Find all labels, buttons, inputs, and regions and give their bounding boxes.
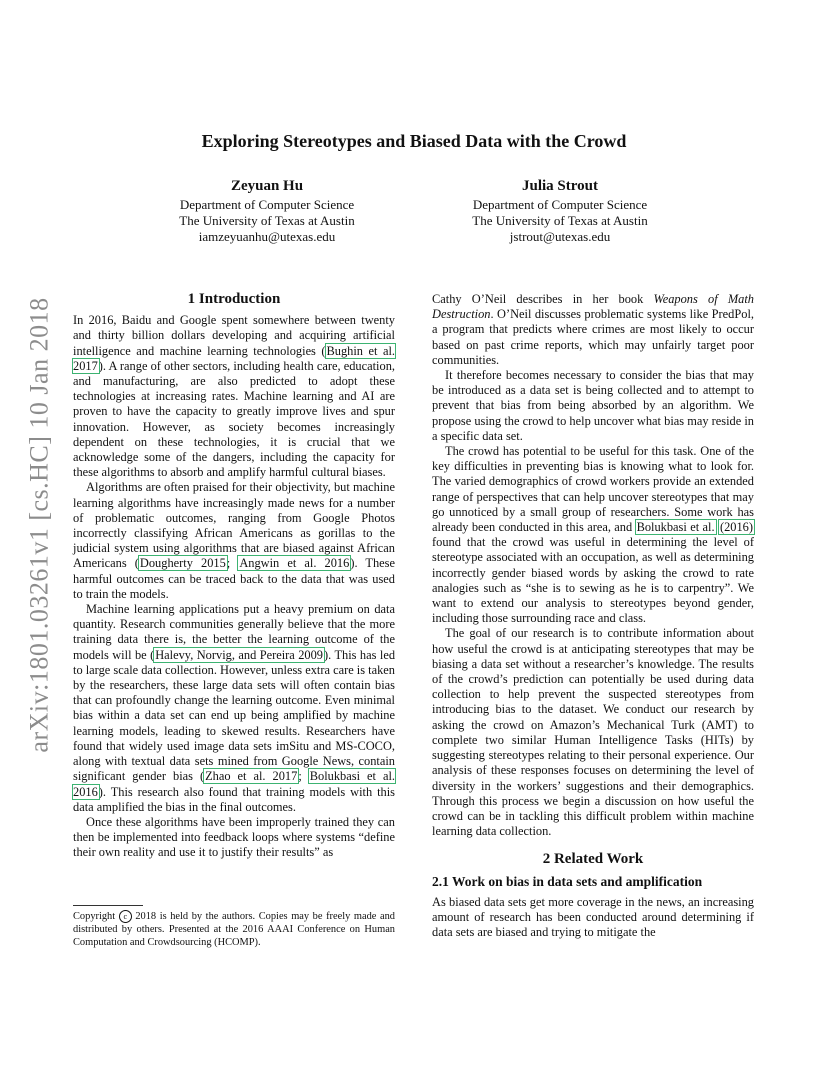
citation-link[interactable]: Halevy, Norvig, and Pereira 2009 <box>155 647 324 662</box>
paper-title: Exploring Stereotypes and Biased Data with the Crowd <box>201 131 627 151</box>
paragraph: As biased data sets get more coverage in the news, an increasing amount of research has been conducted around determining if data sets are biased and trying to mitigate the <box>432 894 754 940</box>
citation-link[interactable]: Dougherty 2015 <box>139 556 226 571</box>
author-department: Department of Computer Science <box>472 197 648 212</box>
book-title: Weapons of Math Destruction <box>432 292 755 322</box>
arxiv-identifier <box>20 290 60 760</box>
author-name: Julia Strout <box>522 178 598 194</box>
author-email: jstrout@utexas.edu <box>509 229 611 244</box>
paragraph-text: ). This research also found that training models with this data amplified the bias in the final outcomes. <box>73 784 395 814</box>
author-name: Zeyuan Hu <box>230 178 304 194</box>
arxiv-identifier-text: arXiv:1801.03261v1 [cs.HC] 10 Jan 2018 <box>25 297 54 753</box>
paragraph-text: found that the crowd was useful in determining the level of stereotype associated with an occupation, as well as determining incorrectly gender biased words by asking the crowd to rate analogies such as “she is to sewing as he is to carpentry”. We want to extend our analysis to stereotypes beyond gender, including those surrounding race and class. <box>432 535 754 626</box>
citation-separator: ; <box>226 556 239 571</box>
author-block-1 <box>117 178 417 245</box>
paragraph: The goal of our research is to contribute information about how useful the crowd is at anticipating stereotypes that may be biasing a data set without a researcher’s knowledge. The results of the crowd’s prediction can potentially be used during data collection to help prevent the suspected stereotypes from introducing bias to the dataset. We conduct our research by asking the crowd on Amazon’s Mechanical Turk (AMT) to complete two similar Human Intelligence Tasks (HITs) by suggesting stereotypes relating to their personal experience. Our analysis of these responses focuses on determining the level of diversity in the workers’ suggestions and their demographics. Through this process we begin a discussion on how useful the crowd can be in tackling this difficult problem within machine learning data collection. <box>432 626 754 839</box>
paragraph <box>432 444 754 626</box>
author-university: The University of Texas at Austin <box>472 213 648 228</box>
paragraph-text: Machine learning applications put a heavy premium on data quantity. Research communities generally believe that the more training data there is, the better the learning outcome of the models will be ( <box>73 602 395 662</box>
paragraph <box>73 602 395 815</box>
author-department: Department of Computer Science <box>179 197 355 212</box>
paragraph-text: In 2016, Baidu and Google spent somewhere between twenty and thirty billion dollars developing and acquiring artificial intelligence and machine learning technologies ( <box>73 313 395 358</box>
citation-link[interactable]: Angwin et al. 2016 <box>239 556 350 571</box>
copyright-footnote <box>73 905 395 949</box>
paragraph <box>73 313 395 480</box>
paragraph-text: ). These harmful outcomes can be traced back to the data that was used to train the models. <box>73 556 395 601</box>
left-column <box>73 292 395 861</box>
paragraph-text: ). This has led to large scale data collection. However, unless extra care is taken by the researchers, these large data sets will often contain bias that can profoundly change the learning outcome. Even minimal bias within a data set can end up being amplified by machine learning models, leading to skewed results. Researchers have found that widely used image data sets imSitu and MS-COCO, along with textual data sets mined from Google News, contain significant gender bias ( <box>73 647 396 784</box>
paragraph <box>73 480 395 602</box>
footnote-text: 2018 is held by the authors. Copies may be freely made and distributed by others. Presented at the 2016 AAAI Conference on Human Computation and Crowdsourcing (HCOMP). <box>73 911 395 948</box>
citation-link[interactable]: (2016) <box>719 520 753 535</box>
copyright-symbol: c <box>119 910 132 923</box>
paragraph-text: . O’Neil discusses problematic systems like PredPol, a program that predicts where crimes are most likely to occur based on past crime reports, which may unfairly target poor communities. <box>432 307 754 367</box>
right-column <box>432 292 754 940</box>
paragraph-text: Algorithms are often praised for their objectivity, but machine learning algorithms have increasingly made news for a number of problematic outcomes, ranging from Google Photos incorrectly classifying African Americans as gorillas to the judicial system using algorithms that are biased against African Americans ( <box>73 480 395 571</box>
subsection-heading: 2.1 Work on bias in data sets and amplification <box>432 873 703 889</box>
citation-link[interactable]: Zhao et al. 2017 <box>205 769 298 784</box>
author-block-2 <box>410 178 710 245</box>
paragraph <box>432 292 754 368</box>
footnote-text: Copyright <box>73 911 119 922</box>
section-heading-introduction: 1 Introduction <box>187 291 281 307</box>
paragraph: It therefore becomes necessary to consider the bias that may be introduced as a data set is being collected and to attempt to prevent that bias from being absorbed by an algorithm. We propose using the crowd to help uncover what bias may reside in a specific data set. <box>432 368 754 443</box>
footnote-rule <box>73 905 143 906</box>
author-email: iamzeyuanhu@utexas.edu <box>198 229 336 244</box>
citation-link[interactable]: Bolukbasi et al. 2016 <box>73 769 395 799</box>
paragraph-text: Cathy O’Neil describes in her book <box>432 292 654 306</box>
citation-separator: ; <box>298 769 309 784</box>
section-heading-related-work: 2 Related Work <box>542 851 644 868</box>
paragraph-text: ). A range of other sectors, including health care, education, and manufacturing, are also predicted to adopt these technologies at increasing rates. Machine learning and AI are proven to have the capacity to greatly improve lives and spur innovation. However, as society becomes increasingly dependent on these technologies, it is crucial that we acknowledge some of the dangers, including the capacity for these algorithms to absorb and amplify harmful cultural biases. <box>73 358 395 480</box>
paragraph-text: The crowd has potential to be useful for this task. One of the key difficulties in preventing bias is knowing what to look for. The varied demographics of crowd workers provide an extended range of perspectives that can help uncover stereotypes that may go unnoticed by a small group of researchers. Some work has already been conducted in this area, and <box>432 444 754 535</box>
citation-link[interactable]: Bolukbasi et al. <box>636 520 715 535</box>
author-university: The University of Texas at Austin <box>179 213 355 228</box>
paragraph: Once these algorithms have been improperly trained they can then be implemented into feedback loops where systems “define their own reality and use it to justify their results” as <box>73 814 395 860</box>
citation-link[interactable]: Bughin et al. 2017 <box>73 343 395 373</box>
